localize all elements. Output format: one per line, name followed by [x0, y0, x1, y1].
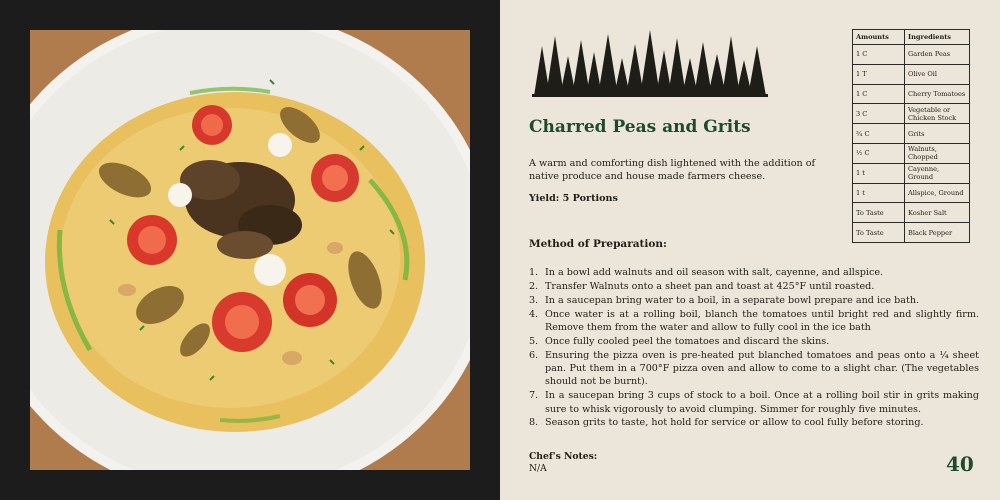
step-item: 6. Ensuring the pizza oven is pre-heated put blanched tomatoes and peas onto a ¼ sheet pan. Put them in a 700°F pizza oven and allow to come to a slight char. (The vegetables should not be burnt). [529, 349, 979, 388]
table-row [853, 143, 970, 163]
pine-tree-silhouette-icon [528, 28, 768, 98]
amount-cell: ½ C [853, 143, 905, 163]
table-header-row [853, 30, 970, 45]
ingredient-cell: Allspice, Ground [905, 183, 970, 203]
amount-cell: 1 t [853, 183, 905, 203]
right-page [500, 0, 1000, 500]
step-item: 3. In a saucepan bring water to a boil, in a separate bowl prepare and ice bath. [529, 294, 920, 306]
ingredients-table [852, 29, 970, 243]
table-row [853, 203, 970, 223]
ingredient-cell: Cayenne, Ground [905, 163, 970, 183]
ingredient-cell: Garden Peas [905, 45, 970, 65]
recipe-title: Charred Peas and Grits [529, 117, 751, 137]
ingredient-cell: Cherry Tomatoes [905, 84, 970, 104]
ingredient-cell: Walnuts, Chopped [905, 143, 970, 163]
table-row [853, 104, 970, 124]
table-row [853, 124, 970, 144]
method-heading: Method of Preparation: [529, 238, 667, 250]
table-row [853, 163, 970, 183]
recipe-yield: Yield: 5 Portions [529, 193, 618, 204]
table-row [853, 45, 970, 65]
amount-cell: ¾ C [853, 124, 905, 144]
step-item: 5. Once fully cooled peel the tomatoes and discard the skins. [529, 335, 830, 347]
amount-cell: To Taste [853, 223, 905, 243]
table-row [853, 223, 970, 243]
ingredient-cell: Vegetable or Chicken Stock [905, 104, 970, 124]
table-row [853, 84, 970, 104]
dish-illustration [30, 30, 470, 470]
chefs-notes-value: N/A [529, 463, 547, 474]
ingredient-cell: Grits [905, 124, 970, 144]
step-item: 1. In a bowl add walnuts and oil season with salt, cayenne, and allspice. [529, 267, 884, 278]
ingredient-cell: Black Pepper [905, 223, 970, 243]
amount-cell: 1 t [853, 163, 905, 183]
ingredient-cell: Olive Oil [905, 64, 970, 84]
page-number: 40 [946, 452, 974, 476]
step-item: 7. In a saucepan bring 3 cups of stock to a boil. Once at a rolling boil stir in grits making sure to whisk vigorously to avoid clumping. Simmer for roughly five minutes. [529, 390, 979, 415]
amount-cell: 1 T [853, 64, 905, 84]
step-item: 8. Season grits to taste, hot hold for service or allow to cool fully before storing. [529, 417, 924, 429]
amount-cell: To Taste [853, 203, 905, 223]
amount-cell: 1 C [853, 45, 905, 65]
table-row [853, 64, 970, 84]
plated-dish-photo [30, 30, 470, 470]
method-steps [529, 266, 979, 430]
step-item: 2. Transfer Walnuts onto a sheet pan and toast at 425°F until roasted. [529, 280, 875, 292]
chefs-notes-label: Chef's Notes: [529, 451, 598, 462]
recipe-description: A warm and comforting dish lightened with the addition of native produce and house made farmers cheese. [529, 158, 816, 182]
amount-cell: 3 C [853, 104, 905, 124]
table-row [853, 183, 970, 203]
step-item: 4. Once water is at a rolling boil, blanch the tomatoes until bright red and slightly firm. Remove them from the water and allow to fully cool in the ice bath [529, 308, 979, 333]
amounts-header: Amounts [853, 30, 905, 45]
amount-cell: 1 C [853, 84, 905, 104]
ingredient-cell: Kosher Salt [905, 203, 970, 223]
ingredients-header: Ingredients [905, 30, 970, 45]
